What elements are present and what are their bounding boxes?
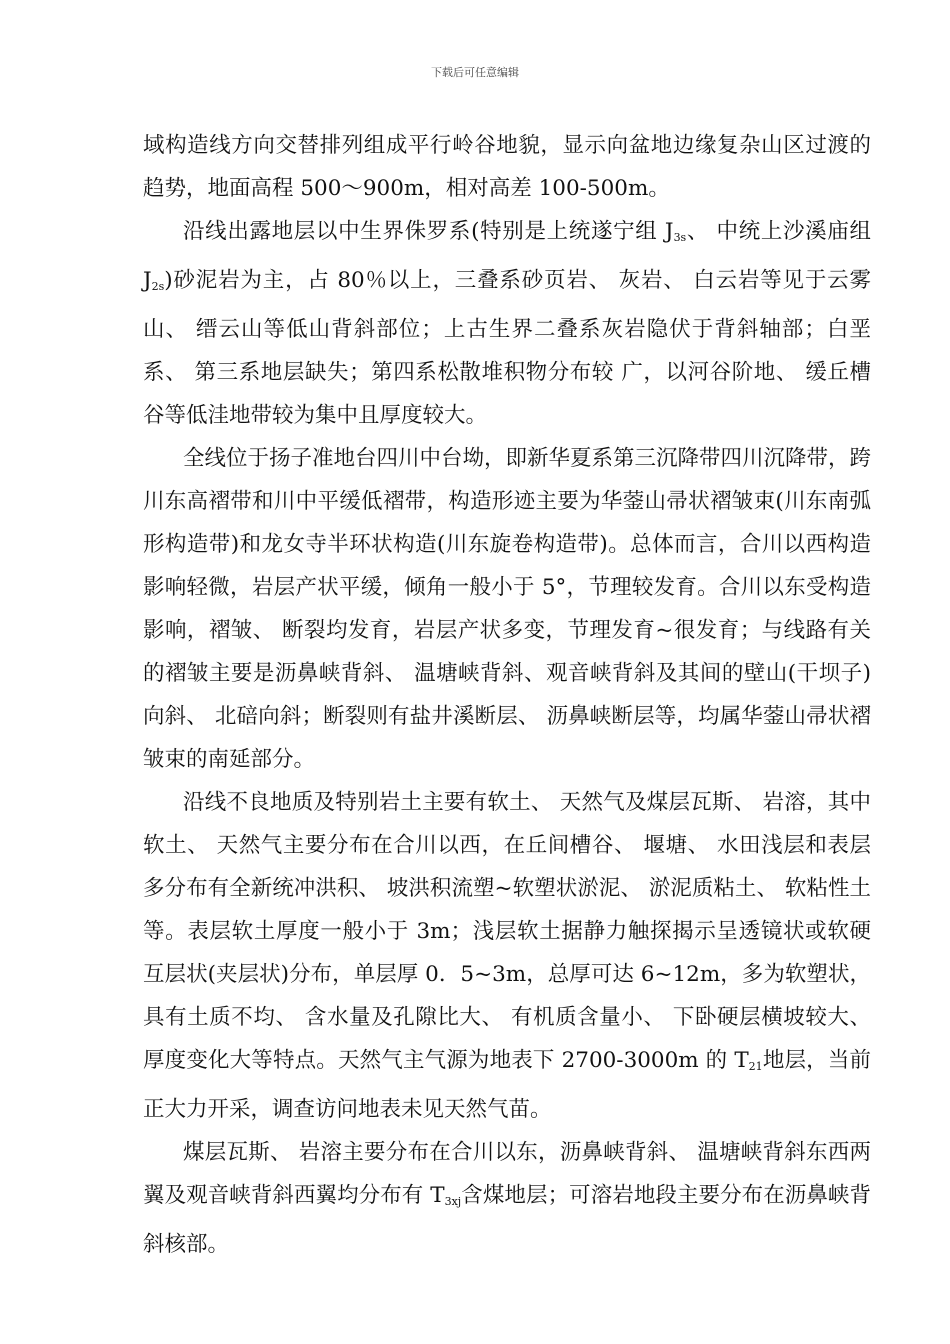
text-run: 、 中统上沙溪庙组 J xyxy=(143,219,872,293)
text-run: 沿线出露地层以中生界侏罗系(特别是上统遂宁组 J xyxy=(183,219,674,244)
subscript: 2s xyxy=(151,280,165,293)
document-body xyxy=(143,124,871,1266)
paragraph-3: 全线位于扬子准地台四川中台坳，即新华夏系第三沉降带四川沉降带，跨川东高褶带和川中平缓低褶带，构造形迹主要为华蓥山帚状褶皱束(川东南弧形构造带)和龙女寺半环状构造(川东旋卷构造带)。总体而言，合川以西构造影响轻微，岩层产状平缓，倾角一般小于 5°，节理较发育。合川以东受构造影响，褶皱、 断裂均发育，岩层产状多变，节理发育~很发育；与线路有关的褶皱主要是沥鼻峡背斜、 温塘峡背斜、观音峡背斜及其间的壁山(干坝子)向斜、 北碚向斜；断裂则有盐井溪断层、 沥鼻峡断层等，均属华蓥山帚状褶皱束的南延部分。 xyxy=(143,446,872,772)
paragraph-1: 域构造线方向交替排列组成平行岭谷地貌，显示向盆地边缘复杂山区过渡的趋势，地面高程 500～900m，相对高差 100-500m。 xyxy=(143,133,871,201)
text-run: 煤层瓦斯、 岩溶主要分布在合川以东，沥鼻峡背斜、 温塘峡背斜东西两翼及观音峡背斜西翼均分布有 T xyxy=(143,1140,871,1208)
text-run: 沿线不良地质及特别岩土主要有软土、 天然气及煤层瓦斯、 岩溶，其中软土、 天然气主要分布在合川以西，在丘间槽谷、 堰塘、 水田浅层和表层多分布有全新统冲洪积、 坡洪积流塑~软塑状淤泥、 淤泥质粘土、 软粘性土等。表层软土厚度一般小于 3m；浅层软土据静力触探揭示呈透镜状或软硬互层状(夹层状)分布，单层厚 0．5~3m，总厚可达 6~12m，多为软塑状，具有土质不均、 含水量及孔隙比大、 有机质含量小、 下卧硬层横坡较大、 厚度变化大等特点。天然气主气源为地表下 2700-3000m 的 T xyxy=(143,790,871,1073)
text-run: 地层，当前正大力开采，调查访问地表未见天然气苗。 xyxy=(143,1048,871,1122)
subscript: 3xj xyxy=(444,1195,462,1208)
page-header: 下载后可任意编辑 xyxy=(431,66,519,79)
subscript: 3s xyxy=(673,231,687,244)
paragraph-4 xyxy=(143,781,871,1131)
paragraph-5 xyxy=(143,1131,871,1266)
text-run: )砂泥岩为主，占 80％以上，三叠系砂页岩、 灰岩、 白云岩等见于云雾山、 缙云山等低山背斜部位；上古生界二叠系灰岩隐伏于背斜轴部；白垩系、 第三系地层缺失；第四系松散堆积物分布较 广，以河谷阶地、 缓丘槽谷等低洼地带较为集中且厚度较大。 xyxy=(143,268,871,428)
text-run: 含煤地层；可溶岩地段主要分布在沥鼻峡背斜核部。 xyxy=(143,1183,871,1257)
subscript: 21 xyxy=(748,1060,763,1073)
paragraph-2 xyxy=(143,210,871,437)
